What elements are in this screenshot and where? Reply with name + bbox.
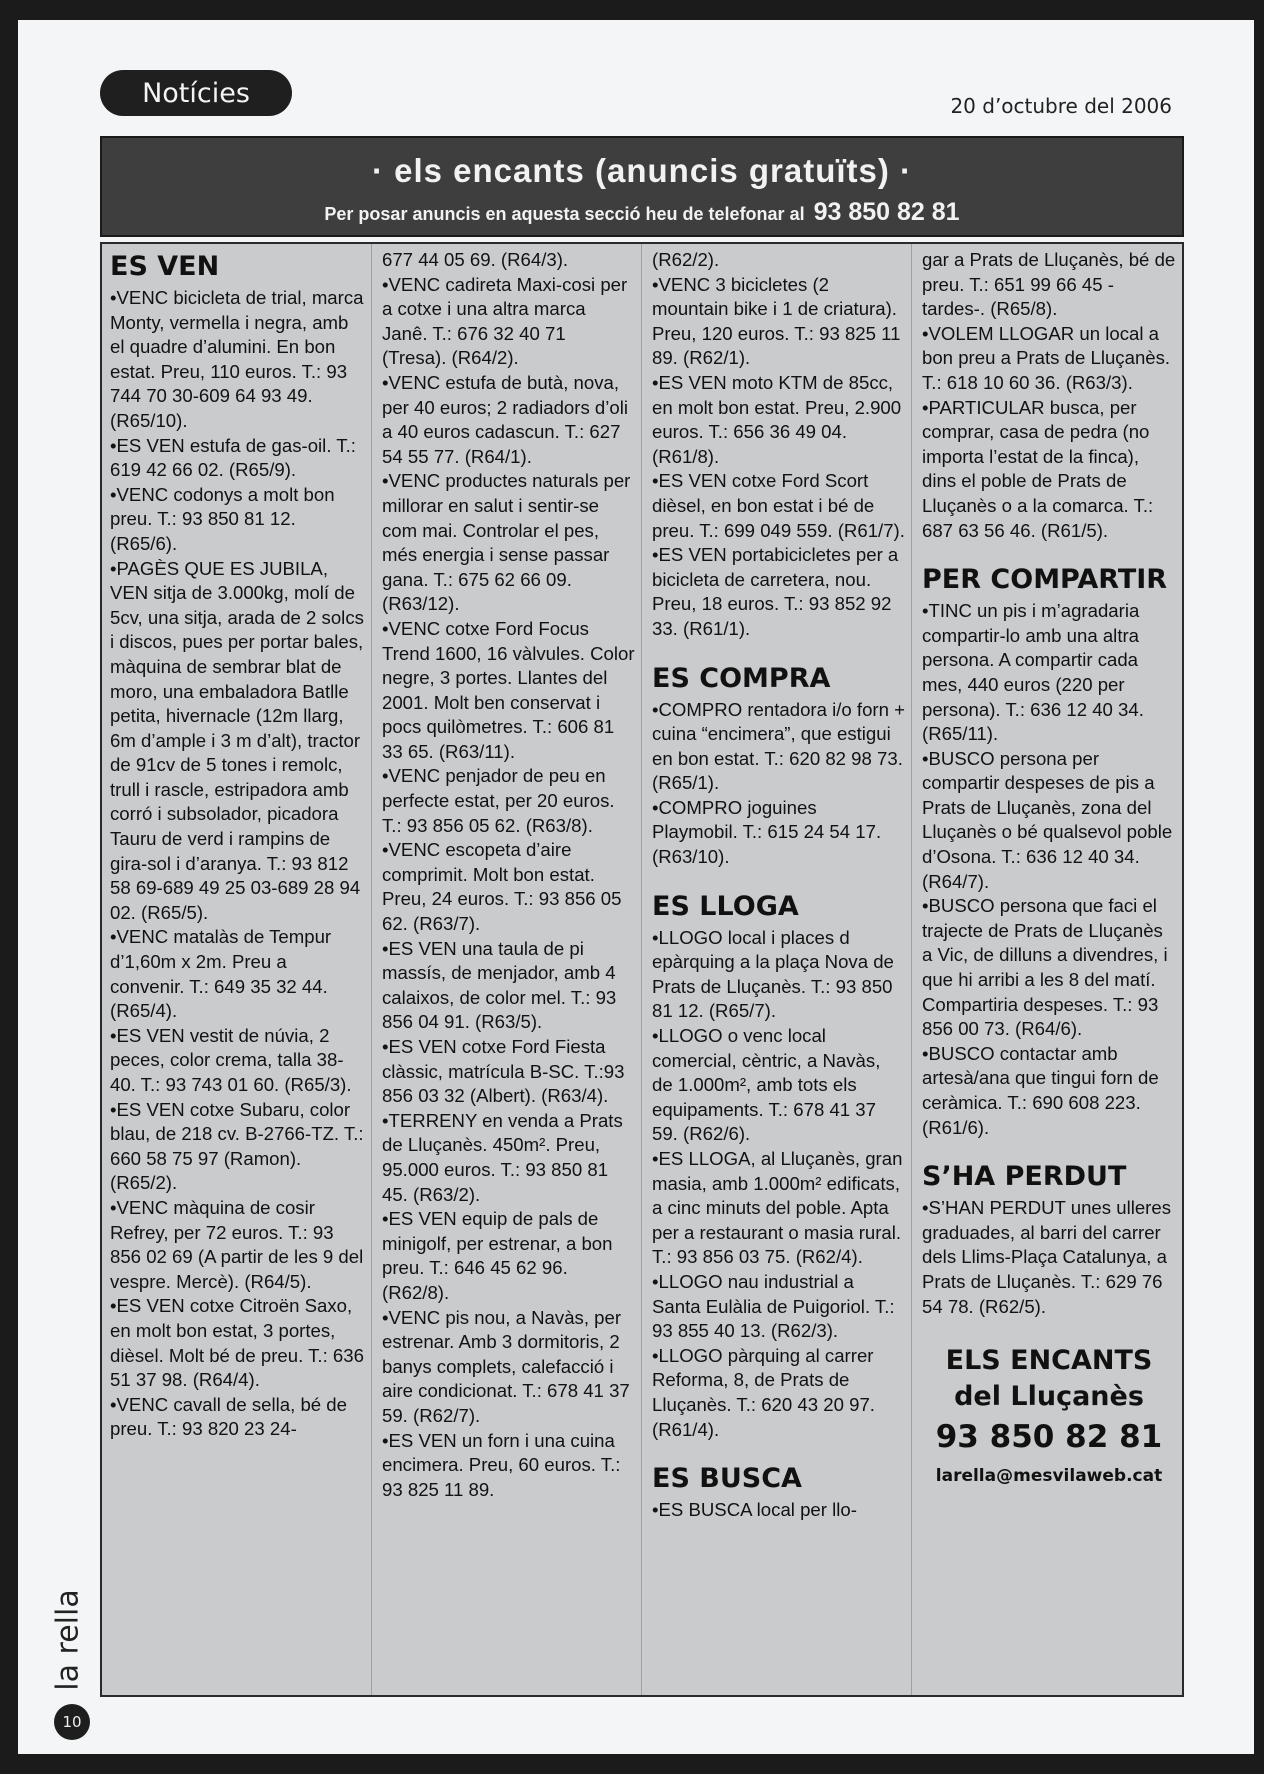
section-label: Notícies xyxy=(100,70,292,116)
classified-ad: •BUSCO persona que faci el trajecte de Prats de Lluçanès a Vic, de dilluns a divendres, i que hi arribi a les 8 del matí. Compartiria despeses. T.: 93 856 00 73. (R64/6). xyxy=(922,895,1168,1040)
classified-ad: •ES VEN un forn i una cuina encimera. Preu, 60 euros. T.: 93 825 11 89. xyxy=(382,1429,621,1500)
section-heading: ES COMPRA xyxy=(652,662,831,694)
banner-subtitle xyxy=(102,198,1182,227)
classified-ad: •TINC un pis i m’agradaria compartir-lo amb una altra persona. A compartir cada mes, 440 euros (220 per persona). T.: 636 12 40 34. (R65/11). xyxy=(922,600,1144,745)
classified-ad: •VENC pis nou, a Navàs, per estrenar. Amb 3 dormitoris, 2 banys complets, calefacció i aire condicionat. T.: 678 41 37 59. (R62/7). xyxy=(382,1306,630,1426)
issue-date: 20 d’octubre del 2006 xyxy=(950,94,1172,118)
classified-ad: •LLOGO pàrquing al carrer Reforma, 8, de Prats de Lluçanès. T.: 620 43 20 97. (R61/4). xyxy=(652,1344,875,1440)
contact-phone: 93 850 82 81 xyxy=(935,1419,1163,1456)
classified-ad: •ES VEN cotxe Ford Fiesta clàssic, matrícula B-SC. T.:93 856 03 32 (Albert). (R63/4). xyxy=(382,1036,625,1107)
classified-ad: •ES BUSCA local per llo- xyxy=(652,1499,857,1521)
magazine-page xyxy=(18,20,1254,1754)
column-2 xyxy=(372,244,642,1695)
classifieds-banner xyxy=(100,136,1184,237)
classified-ad: •PAGÈS QUE ES JUBILA, VEN sitja de 3.000kg, molí de 5cv, una sitja, arada de 2 solcs i discos, pues per portar bales, màquina de sembrar blat de moro, una embaladora Batlle petita, hivernacle (12m llarg, 6m d’ample i 3 m d’alt), tractor de 91cv de 5 tones i remolc, trull i rascle, estripadora amb corró i subsolador, picadora Tauru de verd i rampins de gira-sol i d’aranya. T.: 93 812 58 69-689 49 25 03-689 28 94 02. (R65/5). xyxy=(110,557,364,923)
contact-title-2: del Lluçanès xyxy=(954,1381,1144,1413)
classified-ad: •VENC escopeta d’aire comprimit. Molt bon estat. Preu, 24 euros. T.: 93 856 05 62. (R63/7). xyxy=(382,839,622,935)
classified-ad: •ES VEN equip de pals de minigolf, per estrenar, a bon preu. T.: 646 45 62 96. (R62/8). xyxy=(382,1208,613,1303)
section-heading: PER COMPARTIR xyxy=(922,564,1168,596)
classified-ad: •LLOGO local i places d epàrquing a la plaça Nova de Prats de Lluçanès. T.: 93 850 81 12. (R65/7). xyxy=(652,926,894,1022)
section-heading: ES BUSCA xyxy=(652,1463,802,1495)
classified-ad: •S’HAN PERDUT unes ulleres graduades, al barri del carrer dels Llims-Plaça Catalunya, a Prats de Lluçanès. T.: 629 76 54 78. (R62/5). xyxy=(922,1197,1171,1317)
classified-ad: •VENC bicicleta de trial, marca Monty, vermella i negra, amb el quadre d’alumini. En bon estat. Preu, 110 euros. T.: 93 744 70 30-609 64 93 49. (R65/10). xyxy=(110,287,364,431)
classified-ad: •VENC estufa de butà, nova, per 40 euros; 2 radiadors d’oli a 40 euros cadascun. T.: 627 54 55 77. (R64/1). xyxy=(382,371,628,467)
banner-instructions: Per posar anuncis en aquesta secció heu de telefonar al xyxy=(324,204,805,224)
classified-ad: •VENC penjador de peu en perfecte estat, per 20 euros. T.: 93 856 05 62. (R63/8). xyxy=(382,765,615,836)
ad-continuation: gar a Prats de Lluçanès, bé de preu. T.: 651 99 66 45 -tardes-. (R65/8). xyxy=(922,249,1176,320)
ad-continuation: 677 44 05 69. (R64/3). xyxy=(382,249,569,270)
banner-phone: 93 850 82 81 xyxy=(813,198,960,226)
classified-ad: •COMPRO joguines Playmobil. T.: 615 24 54 17. (R63/10). xyxy=(652,796,882,868)
classified-ad: •ES VEN portabicicletes per a bicicleta de carretera, nou. Preu, 18 euros. T.: 93 852 92 33. (R61/1). xyxy=(652,544,899,639)
contact-box xyxy=(922,1343,1176,1491)
classified-ad: •LLOGO o venc local comercial, cèntric, a Navàs, de 1.000m², amb tots els equipaments. T.: 678 41 37 59. (R62/6). xyxy=(652,1025,881,1145)
section-heading: ES LLOGA xyxy=(652,890,799,922)
column-3 xyxy=(642,244,912,1695)
banner-title: · els encants (anuncis gratuïts) · xyxy=(371,152,913,189)
classified-ad: •ES VEN cotxe Ford Scort dièsel, en bon estat i bé de preu. T.: 699 049 559. (R61/7). xyxy=(652,470,905,541)
classified-ad: •VENC 3 bicicletes (2 mountain bike i 1 de criatura). Preu, 120 euros. T.: 93 825 11 89. (R62/1). xyxy=(652,273,901,369)
magazine-name xyxy=(48,1575,88,1705)
classified-ad: •ES VEN vestit de núvia, 2 peces, color crema, talla 38-40. T.: 93 743 01 60. (R65/3). xyxy=(110,1024,352,1095)
classified-ad: •VOLEM LLOGAR un local a bon preu a Prats de Lluçanès. T.: 618 10 60 36. (R63/3). xyxy=(922,322,1171,393)
classified-ad: •VENC cadireta Maxi-cosi per a cotxe i una altra marca Janê. T.: 676 32 40 71 (Tresa). (R64/2). xyxy=(382,273,628,369)
classified-ad: •VENC codonys a molt bon preu. T.: 93 850 81 12. (R65/6). xyxy=(110,483,335,554)
classified-ad: •BUSCO persona per compartir despeses de pis a Prats de Lluçanès, zona del Lluçanès o bé qualsevol poble d’Osona. T.: 636 12 40 34. (R64/7). xyxy=(922,747,1173,892)
classified-ad: •ES LLOGA, al Lluçanès, gran masia, amb 1.000m² edificats, a cinc minuts del poble. Apta per a restaurant o masia rural. T.: 93 856 03 75. (R62/4). xyxy=(652,1148,903,1268)
magazine-title: la rella xyxy=(50,1589,86,1691)
classified-ad: •LLOGO nau industrial a Santa Eulàlia de Puigoriol. T.: 93 855 40 13. (R62/3). xyxy=(652,1270,895,1342)
classified-ad: •VENC productes naturals per millorar en salut i sentir-se com mai. Controlar el pes, més energia i sense passar gana. T.: 675 62 66 09. (R63/12). xyxy=(382,470,631,615)
ad-continuation: (R62/2). xyxy=(652,249,720,270)
classified-ad: •PARTICULAR busca, per comprar, casa de pedra (no importa l’estat de la finca), dins el poble de Prats de Lluçanès o a la comarca. T.: 687 63 56 46. (R61/5). xyxy=(922,396,1154,541)
contact-title-1: ELS ENCANTS xyxy=(945,1345,1153,1377)
column-4-content xyxy=(922,248,1176,1319)
classified-ad: •ES VEN moto KTM de 85cc, en molt bon estat. Preu, 2.900 euros. T.: 656 36 49 04. (R61/8). xyxy=(652,371,902,467)
classified-ad: •ES VEN estufa de gas-oil. T.: 619 42 66 02. (R65/9). xyxy=(110,434,356,481)
section-heading: S’HA PERDUT xyxy=(922,1161,1127,1193)
classifieds-grid xyxy=(100,242,1184,1697)
classified-ad: •VENC màquina de cosir Refrey, per 72 euros. T.: 93 856 02 69 (A partir de les 9 del vespre. Mercè). (R64/5). xyxy=(110,1196,364,1292)
classified-ad: •ES VEN una taula de pi massís, de menjador, amb 4 calaixos, de color mel. T.: 93 856 04 91. (R63/5). xyxy=(382,937,617,1033)
page-number: 10 xyxy=(54,1704,90,1740)
column-4 xyxy=(912,244,1182,1695)
classified-ad: •ES VEN cotxe Citroën Saxo, en molt bon estat, 3 portes, dièsel. Molt bé de preu. T.: 636 51 37 98. (R64/4). xyxy=(110,1295,364,1391)
classified-ad: •VENC cotxe Ford Focus Trend 1600, 16 vàlvules. Color negre, 3 portes. Llantes del 2001. Molt ben conservat i pocs quilòmetres. T.: 606 81 33 65. (R63/11). xyxy=(382,617,635,762)
classified-ad: •BUSCO contactar amb artesà/ana que tingui forn de ceràmica. T.: 690 608 223. (R61/6). xyxy=(922,1042,1159,1138)
contact-email: larella@mesvilaweb.cat xyxy=(935,1466,1163,1487)
column-1 xyxy=(102,244,372,1695)
classified-ad: •VENC cavall de sella, bé de preu. T.: 93 820 23 24- xyxy=(110,1393,347,1440)
section-heading: ES VEN xyxy=(110,251,220,282)
classified-ad: •VENC matalàs de Tempur d’1,60m x 2m. Preu a convenir. T.: 649 35 32 44. (R65/4). xyxy=(110,926,332,1022)
classified-ad: •COMPRO rentadora i/o forn + cuina “encimera”, que estigui en bon estat. T.: 620 82 98 73. (R65/1). xyxy=(652,698,905,794)
classified-ad: •TERRENY en venda a Prats de Lluçanès. 450m². Preu, 95.000 euros. T.: 93 850 81 45. (R63/2). xyxy=(382,1109,623,1205)
classified-ad: •ES VEN cotxe Subaru, color blau, de 218 cv. B-2766-TZ. T.: 660 58 75 97 (Ramon). (R65/2). xyxy=(110,1098,364,1194)
